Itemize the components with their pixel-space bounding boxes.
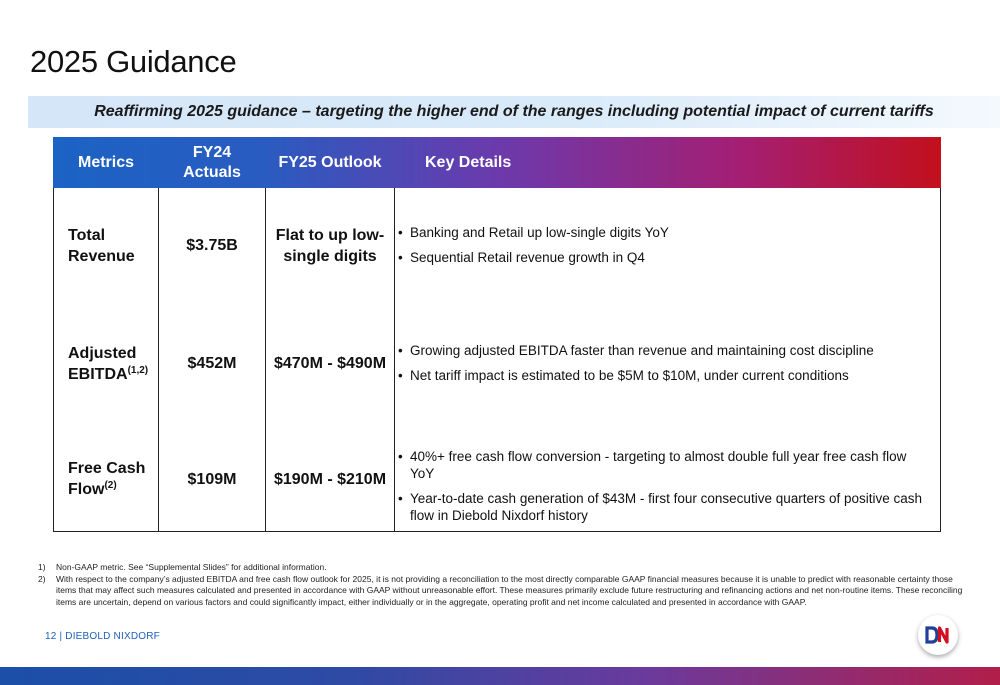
footnote-text: Non-GAAP metric. See “Supplemental Slides” for additional information. [56, 562, 327, 572]
metric-label-line1: Free Cash [68, 460, 146, 477]
metric-adjusted-ebitda [68, 343, 148, 385]
fy25-total-revenue [265, 225, 395, 267]
detail-bullet: • Growing adjusted EBITDA faster than revenue and maintaining cost discipline [398, 342, 933, 359]
detail-bullet: • Net tariff impact is estimated to be $5M to $10M, under current conditions [398, 367, 933, 384]
header-fy25-outlook: FY25 Outlook [278, 153, 382, 171]
dn-logo-mark [925, 626, 951, 644]
details-adjusted-ebitda [398, 342, 933, 392]
metric-total-revenue [68, 225, 135, 267]
header-fy24-line1: FY24 [192, 143, 232, 161]
banner-text: Reaffirming 2025 guidance – targeting the higher end of the ranges including potential impact of current tariffs [94, 103, 934, 120]
details-free-cash-flow [398, 448, 933, 532]
detail-bullet: • Banking and Retail up low-single digits YoY [398, 224, 933, 241]
metric-label-line2-wrap [68, 479, 145, 500]
footnotes [38, 562, 968, 608]
diebold-nixdorf-logo-icon [918, 615, 958, 655]
metric-label-line1: Total [68, 227, 106, 244]
fy25-line2: single digits [283, 248, 377, 265]
fy24-free-cash-flow: $109M [187, 471, 237, 488]
footnote-number: 1) [38, 562, 46, 572]
fy25-free-cash-flow: $190M - $210M [273, 471, 387, 488]
detail-bullet: • Sequential Retail revenue growth in Q4 [398, 249, 933, 266]
detail-bullet: • Year-to-date cash generation of $43M - first four consecutive quarters of positive cash flow in Diebold Nixdorf history [398, 490, 933, 524]
footnote-1 [38, 562, 968, 574]
guidance-banner [28, 96, 1000, 128]
fy24-adjusted-ebitda: $452M [187, 355, 237, 372]
header-key-details: Key Details [425, 153, 512, 171]
metric-label-line2: Flow [68, 481, 105, 498]
metric-label-line1: Adjusted [68, 345, 137, 362]
fy24-total-revenue: $3.75B [186, 237, 238, 254]
metric-label-line2-wrap [68, 364, 148, 385]
header-metrics: Metrics [77, 153, 135, 171]
metric-label-line2: EBITDA [68, 366, 128, 383]
slide-title: 2025 Guidance [30, 44, 237, 79]
footnote-ref: (2) [104, 480, 117, 491]
footer-gradient-bar [0, 667, 1000, 685]
footer-page-label: 12 | DIEBOLD NIXDORF [45, 631, 160, 642]
footnote-text: With respect to the company’s adjusted EBITDA and free cash flow outlook for 2025, it is not providing a reconciliation to the most directly comparable GAAP financial measures because it is unable to predict with reasonable certainty those items that may affect such measures calculated and presented in accordance with GAAP without unreasonable effort. These measures primarily exclude future restructuring and refinancing actions and net non-routine items. These reconciling items are uncertain, depend on various factors and could significantly impact, either individually or in the aggregate, operating profit and net income calculated and presented in accordance with GAAP. [56, 573, 963, 607]
detail-bullet: • 40%+ free cash flow conversion - targeting to almost double full year free cash flow YoY [398, 448, 933, 482]
header-fy24 [159, 137, 265, 188]
metric-free-cash-flow [68, 458, 145, 500]
fy25-adjusted-ebitda: $470M - $490M [273, 355, 387, 372]
details-total-revenue [398, 224, 933, 274]
guidance-table [53, 137, 941, 532]
metric-label-line2: Revenue [68, 248, 135, 265]
table-header-row [53, 137, 941, 188]
footnote-number: 2) [38, 573, 46, 584]
header-fy24-line2: Actuals [183, 163, 241, 181]
footnote-2 [38, 574, 968, 609]
fy25-line1: Flat to up low- [275, 227, 385, 244]
footnote-ref: (1,2) [127, 365, 149, 376]
